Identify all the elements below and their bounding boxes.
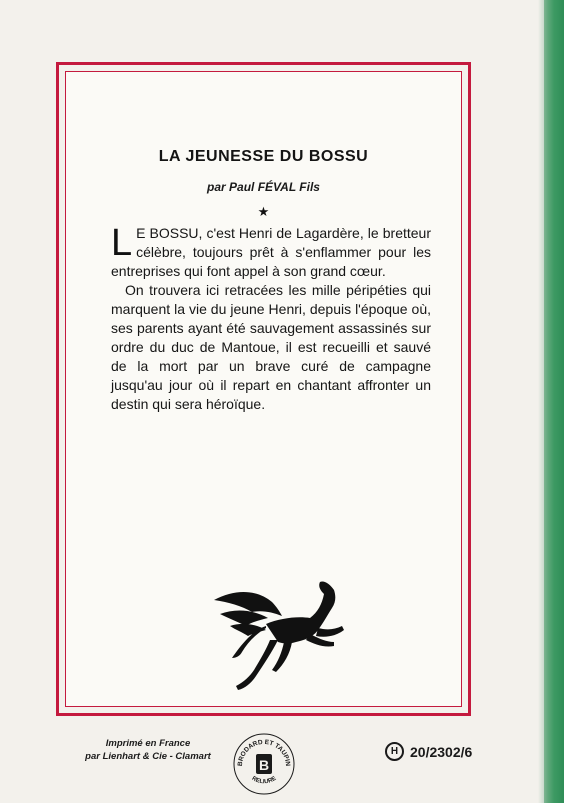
cover-inner-panel	[65, 71, 462, 707]
imprint-line-2: par Lienhart & Cie - Clamart	[85, 751, 211, 762]
h-mark-icon: H	[385, 742, 404, 761]
svg-text:RELIURE	[251, 776, 278, 786]
cover-frame	[56, 62, 471, 716]
seal-bottom-text: RELIURE	[250, 775, 278, 786]
blurb-paragraph-2: On trouvera ici retracées les mille péripéties qui marquent la vie du jeune Henri, depuis l'époque où, ses parents ayant été sauvagement assassinés sur ordre du duc de Mantoue, il est recueilli et sauvé de la mort par un brave curé de campagne jusqu'au jour où il repart en chantant affronter un destin qui sera héroïque.	[111, 282, 431, 412]
blurb-paragraph-1	[111, 224, 431, 281]
catalog-reference	[385, 742, 472, 761]
printer-imprint	[48, 737, 248, 763]
seal-top-text: BRODARD ET TAUPIN	[236, 738, 292, 767]
pegasus-icon	[206, 572, 346, 694]
book-spine	[544, 0, 564, 803]
book-title: LA JEUNESSE DU BOSSU	[158, 148, 369, 165]
separator-star: ★	[257, 204, 270, 219]
imprint-line-1: Imprimé en France	[105, 738, 191, 749]
drop-cap: L	[111, 222, 133, 264]
blurb-text-1: E BOSSU, c'est Henri de Lagardère, le bretteur célèbre, toujours prêt à s'enflammer pour les entreprises qui font appel à son grand cœur.	[111, 225, 431, 279]
book-author: par Paul FÉVAL Fils	[207, 180, 320, 194]
binder-seal-icon	[232, 732, 296, 796]
seal-letter: B	[258, 757, 270, 773]
back-cover-blurb	[111, 224, 431, 414]
reference-number: 20/2302/6	[410, 743, 473, 760]
